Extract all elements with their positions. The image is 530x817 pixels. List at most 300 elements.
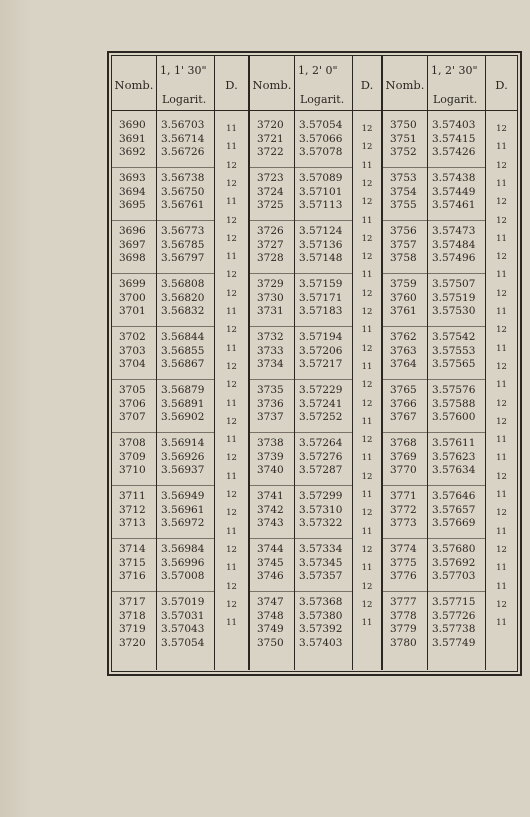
nomb-column	[112, 111, 157, 670]
diff-value: 12	[226, 270, 237, 281]
logarit-value: 3.57194	[299, 331, 343, 343]
logarit-value: 3.57726	[432, 609, 476, 622]
group-separator	[112, 538, 156, 539]
nomb-group	[383, 543, 427, 584]
logarit-group	[428, 119, 485, 160]
logarit-header: Logarit.	[433, 93, 478, 106]
nomb-value: 3747	[257, 596, 284, 608]
nomb-value: 3718	[119, 609, 146, 622]
group-separator	[428, 538, 485, 539]
nomb-value: 3696	[119, 225, 146, 237]
logarit-value: 3.56984	[161, 543, 205, 555]
diff-value: 12	[361, 581, 373, 592]
logarit-value: 3.57657	[432, 503, 476, 516]
nomb-value: 3775	[390, 556, 417, 569]
nomb-group	[383, 278, 427, 319]
group-separator	[157, 220, 214, 221]
column-header	[383, 56, 517, 111]
nomb-group	[250, 490, 294, 531]
logarit-value: 3.57738	[432, 623, 476, 635]
diff-value: 11	[496, 178, 507, 189]
nomb-value: 3779	[390, 623, 417, 635]
nomb-group	[250, 437, 294, 478]
diff-value: 12	[226, 160, 237, 171]
nomb-group	[383, 596, 427, 650]
nomb-value: 3704	[119, 358, 146, 370]
nomb-value: 3720	[257, 119, 284, 131]
diff-value: 11	[226, 471, 237, 482]
logarit-value: 3.57229	[299, 384, 343, 396]
nomb-value: 3756	[390, 225, 417, 237]
logarit-value: 3.56961	[161, 503, 205, 516]
diff-value: 11	[361, 563, 373, 574]
diff-value: 12	[226, 599, 237, 610]
table-body	[383, 111, 517, 670]
logarit-group	[295, 596, 352, 650]
logarit-value: 3.57530	[432, 305, 476, 317]
logarit-value: 3.56996	[161, 556, 205, 569]
nomb-value: 3753	[390, 172, 417, 184]
logarit-group	[428, 225, 485, 266]
logarit-value: 3.57611	[432, 437, 476, 449]
group-separator	[157, 167, 214, 168]
group-separator	[383, 379, 427, 380]
nomb-value: 3772	[390, 503, 417, 516]
diff-value: 12	[496, 124, 507, 134]
logarit-value: 3.56937	[161, 464, 205, 476]
group-separator	[383, 167, 427, 168]
diff-header-cell	[215, 56, 248, 110]
diff-value: 11	[496, 380, 507, 391]
logarit-group	[428, 172, 485, 213]
nomb-value: 3694	[119, 185, 146, 198]
group-separator	[428, 485, 485, 486]
logarit-group	[428, 437, 485, 478]
nomb-value: 3732	[257, 331, 284, 343]
logarit-value: 3.57473	[432, 225, 476, 237]
logarit-group	[157, 384, 214, 425]
group-separator	[112, 326, 156, 327]
group-separator	[112, 273, 156, 274]
nomb-value: 3710	[119, 464, 146, 476]
nomb-value: 3722	[257, 146, 284, 158]
logarit-value: 3.56738	[161, 172, 205, 184]
logarit-group	[428, 490, 485, 531]
diff-value: 11	[226, 124, 237, 134]
diff-value: 11	[496, 453, 507, 464]
nomb-value: 3726	[257, 225, 284, 237]
table-body	[112, 111, 248, 670]
diff-value: 12	[226, 361, 237, 372]
diff-value: 11	[496, 526, 507, 537]
diff-value: 12	[496, 416, 507, 427]
nomb-value: 3707	[119, 411, 146, 423]
logarit-value: 3.57206	[299, 344, 343, 357]
nomb-value: 3715	[119, 556, 146, 569]
nomb-value: 3750	[257, 636, 284, 649]
group-separator	[250, 379, 294, 380]
nomb-value: 3700	[119, 291, 146, 304]
logarit-value: 3.57345	[299, 556, 343, 569]
table-block	[250, 56, 383, 670]
logarit-value: 3.57576	[432, 384, 476, 396]
group-separator	[295, 220, 352, 221]
diff-value: 12	[226, 453, 237, 464]
diff-value: 11	[496, 618, 507, 629]
diff-value: 11	[361, 325, 373, 336]
logarit-value: 3.57054	[161, 636, 205, 649]
logarit-value: 3.57287	[299, 464, 343, 476]
diff-value: 12	[361, 252, 373, 263]
group-separator	[383, 326, 427, 327]
logarit-value: 3.57449	[432, 185, 476, 198]
logarit-value: 3.56902	[161, 411, 205, 423]
diff-value: 11	[496, 435, 507, 446]
group-separator	[250, 167, 294, 168]
diff-value: 12	[226, 215, 237, 226]
logarit-value: 3.57217	[299, 358, 343, 370]
logarit-value: 3.57392	[299, 623, 343, 635]
nomb-value: 3764	[390, 358, 417, 370]
nomb-value: 3771	[390, 490, 417, 502]
diff-value: 12	[361, 178, 373, 189]
logarit-value: 3.57043	[161, 623, 205, 635]
nomb-value: 3774	[390, 543, 417, 555]
nomb-value: 3759	[390, 278, 417, 290]
logarit-value: 3.57715	[432, 596, 476, 608]
logarit-value: 3.56703	[161, 119, 205, 131]
nomb-group	[112, 119, 156, 160]
logarit-value: 3.56761	[161, 199, 205, 211]
logarit-value: 3.57588	[432, 397, 476, 410]
logarit-value: 3.56879	[161, 384, 205, 396]
diff-column	[486, 111, 517, 670]
nomb-value: 3751	[390, 132, 417, 145]
group-separator	[383, 220, 427, 221]
logarit-group	[295, 543, 352, 584]
diff-value: 12	[496, 599, 507, 610]
nomb-value: 3699	[119, 278, 146, 290]
logarit-value: 3.56844	[161, 331, 205, 343]
logarit-header: Logarit.	[162, 93, 207, 106]
logarit-group	[295, 490, 352, 531]
nomb-value: 3724	[257, 185, 284, 198]
group-separator	[428, 326, 485, 327]
logarit-group	[157, 437, 214, 478]
logarit-value: 3.57553	[432, 344, 476, 357]
diff-value: 12	[361, 435, 373, 446]
nomb-value: 3716	[119, 570, 146, 582]
nomb-value: 3698	[119, 252, 146, 264]
group-separator	[295, 432, 352, 433]
nomb-group	[250, 225, 294, 266]
table-block	[383, 56, 517, 670]
nomb-value: 3703	[119, 344, 146, 357]
logarit-column	[295, 111, 353, 670]
diff-column	[215, 111, 248, 670]
nomb-value: 3740	[257, 464, 284, 476]
group-separator	[383, 538, 427, 539]
nomb-column	[383, 111, 428, 670]
logarit-value: 3.57124	[299, 225, 343, 237]
logarit-value: 3.57519	[432, 291, 476, 304]
diff-value: 11	[226, 343, 237, 354]
diff-value: 11	[226, 307, 237, 317]
nomb-header: Nomb.	[252, 78, 292, 92]
logarit-column	[157, 111, 215, 670]
nomb-value: 3717	[119, 596, 146, 608]
nomb-group	[112, 278, 156, 319]
logarit-value: 3.57148	[299, 252, 343, 264]
diff-value: 11	[226, 526, 237, 537]
nomb-group	[250, 384, 294, 425]
diff-value: 12	[361, 508, 373, 519]
group-separator	[112, 485, 156, 486]
group-separator	[157, 273, 214, 274]
nomb-value: 3692	[119, 146, 146, 158]
group-separator	[250, 485, 294, 486]
group-separator	[157, 591, 214, 592]
diff-value: 11	[361, 215, 373, 226]
logarit-value: 3.57031	[161, 609, 205, 622]
logarit-header: Logarit.	[300, 93, 345, 106]
logarit-value: 3.57646	[432, 490, 476, 502]
logarit-value: 3.57749	[432, 636, 476, 649]
nomb-value: 3734	[257, 358, 284, 370]
nomb-group	[383, 331, 427, 372]
nomb-value: 3749	[257, 623, 284, 635]
nomb-value: 3706	[119, 397, 146, 410]
logarit-value: 3.57368	[299, 596, 343, 608]
logarit-value: 3.57136	[299, 238, 343, 251]
group-separator	[383, 485, 427, 486]
logarit-value: 3.57600	[432, 411, 476, 423]
diff-column	[353, 111, 381, 670]
logarit-value: 3.57634	[432, 464, 476, 476]
diff-value: 12	[361, 124, 373, 134]
group-separator	[157, 538, 214, 539]
logarit-value: 3.56808	[161, 278, 205, 290]
logarit-value: 3.57507	[432, 278, 476, 290]
group-separator	[250, 432, 294, 433]
diff-header-cell	[353, 56, 381, 110]
arc-header: 1, 2' 0"	[298, 64, 338, 77]
logarit-value: 3.57066	[299, 132, 343, 145]
logarit-value: 3.57565	[432, 358, 476, 370]
diff-value: 11	[496, 142, 507, 153]
logarit-group	[157, 331, 214, 372]
group-separator	[157, 432, 214, 433]
logarit-value: 3.56867	[161, 358, 205, 370]
diff-value: 12	[496, 252, 507, 263]
nomb-value: 3711	[119, 490, 146, 502]
group-separator	[112, 220, 156, 221]
diff-header: D.	[495, 78, 508, 92]
group-separator	[295, 273, 352, 274]
logarit-value: 3.57623	[432, 450, 476, 463]
logarit-value: 3.57276	[299, 450, 343, 463]
logarit-value: 3.57680	[432, 543, 476, 555]
diff-value: 11	[361, 490, 373, 500]
nomb-value: 3755	[390, 199, 417, 211]
diff-value: 11	[226, 197, 237, 208]
nomb-value: 3748	[257, 609, 284, 622]
nomb-value: 3761	[390, 305, 417, 317]
nomb-value: 3729	[257, 278, 284, 290]
diff-value: 12	[226, 233, 237, 244]
diff-value: 12	[361, 142, 373, 153]
logarit-group	[157, 278, 214, 319]
logarit-value: 3.56750	[161, 185, 205, 198]
nomb-value: 3741	[257, 490, 284, 502]
group-separator	[295, 485, 352, 486]
diff-value: 12	[361, 471, 373, 482]
logarit-group	[428, 543, 485, 584]
nomb-group	[112, 331, 156, 372]
column-header	[112, 56, 248, 111]
nomb-group	[112, 543, 156, 584]
diff-value: 11	[226, 398, 237, 409]
logarit-value: 3.57669	[432, 517, 476, 529]
nomb-value: 3731	[257, 305, 284, 317]
nomb-group	[250, 172, 294, 213]
logarit-group	[428, 331, 485, 372]
diff-value: 12	[226, 325, 237, 336]
nomb-group	[112, 490, 156, 531]
diff-header: D.	[225, 78, 238, 92]
logarit-value: 3.57403	[432, 119, 476, 131]
logarit-value: 3.57415	[432, 132, 476, 145]
arc-header: 1, 1' 30"	[160, 64, 207, 77]
nomb-value: 3714	[119, 543, 146, 555]
group-separator	[295, 538, 352, 539]
diff-value: 12	[361, 233, 373, 244]
diff-value: 12	[496, 544, 507, 555]
logarit-value: 3.57438	[432, 172, 476, 184]
nomb-group	[383, 119, 427, 160]
logarit-value: 3.57019	[161, 596, 205, 608]
nomb-group	[383, 225, 427, 266]
logarit-group	[157, 596, 214, 650]
diff-value: 12	[496, 398, 507, 409]
column-header	[250, 56, 381, 111]
nomb-header-cell	[112, 56, 157, 110]
logarit-value: 3.57101	[299, 185, 343, 198]
logarit-header-cell	[428, 56, 486, 110]
nomb-header: Nomb.	[385, 78, 425, 92]
nomb-value: 3765	[390, 384, 417, 396]
logarit-group	[295, 437, 352, 478]
logarit-value: 3.57264	[299, 437, 343, 449]
diff-value: 11	[496, 307, 507, 317]
diff-value: 12	[361, 197, 373, 208]
diff-header-cell	[486, 56, 517, 110]
logarit-value: 3.56820	[161, 291, 205, 304]
logarit-group	[157, 543, 214, 584]
logarit-value: 3.57322	[299, 517, 343, 529]
logarit-value: 3.57461	[432, 199, 476, 211]
diff-value: 11	[361, 361, 373, 372]
nomb-group	[250, 119, 294, 160]
group-separator	[428, 379, 485, 380]
logarit-header-cell	[157, 56, 215, 110]
nomb-value: 3708	[119, 437, 146, 449]
arc-header: 1, 2' 30"	[431, 64, 478, 77]
logarit-value: 3.57113	[299, 199, 343, 211]
diff-value: 12	[496, 325, 507, 336]
logarit-value: 3.56832	[161, 305, 205, 317]
logarit-value: 3.56972	[161, 517, 205, 529]
logarit-value: 3.56855	[161, 344, 205, 357]
logarit-value: 3.57008	[161, 570, 205, 582]
logarit-group	[295, 172, 352, 213]
logarit-value: 3.57310	[299, 503, 343, 516]
nomb-group	[112, 172, 156, 213]
table-body	[250, 111, 381, 670]
group-separator	[157, 326, 214, 327]
diff-value: 11	[496, 563, 507, 574]
logarit-value: 3.57089	[299, 172, 343, 184]
nomb-value: 3733	[257, 344, 284, 357]
nomb-group	[250, 331, 294, 372]
nomb-value: 3742	[257, 503, 284, 516]
diff-value: 12	[361, 398, 373, 409]
group-separator	[383, 432, 427, 433]
nomb-group	[250, 596, 294, 650]
logarit-value: 3.57380	[299, 609, 343, 622]
nomb-value: 3738	[257, 437, 284, 449]
group-separator	[428, 273, 485, 274]
diff-value: 11	[496, 270, 507, 281]
nomb-value: 3750	[390, 119, 417, 131]
group-separator	[428, 591, 485, 592]
nomb-value: 3762	[390, 331, 417, 343]
diff-value: 11	[226, 563, 237, 574]
nomb-value: 3768	[390, 437, 417, 449]
group-separator	[112, 167, 156, 168]
nomb-value: 3691	[119, 132, 146, 145]
logarit-group	[157, 172, 214, 213]
nomb-value: 3773	[390, 517, 417, 529]
group-separator	[295, 379, 352, 380]
nomb-value: 3695	[119, 199, 146, 211]
logarit-value: 3.57241	[299, 397, 343, 410]
nomb-value: 3693	[119, 172, 146, 184]
diff-value: 12	[226, 380, 237, 391]
logarit-value: 3.57334	[299, 543, 343, 555]
nomb-value: 3780	[390, 636, 417, 649]
nomb-value: 3758	[390, 252, 417, 264]
nomb-group	[383, 490, 427, 531]
nomb-group	[383, 437, 427, 478]
group-separator	[383, 591, 427, 592]
nomb-group	[383, 172, 427, 213]
nomb-value: 3744	[257, 543, 284, 555]
group-separator	[112, 379, 156, 380]
nomb-value: 3754	[390, 185, 417, 198]
logarit-value: 3.57496	[432, 252, 476, 264]
logarit-value: 3.57703	[432, 570, 476, 582]
group-separator	[250, 220, 294, 221]
group-separator	[112, 432, 156, 433]
nomb-value: 3690	[119, 119, 146, 131]
logarit-group	[157, 119, 214, 160]
logarit-value: 3.56773	[161, 225, 205, 237]
nomb-value: 3767	[390, 411, 417, 423]
nomb-value: 3760	[390, 291, 417, 304]
logarit-value: 3.57542	[432, 331, 476, 343]
nomb-value: 3720	[119, 636, 146, 649]
